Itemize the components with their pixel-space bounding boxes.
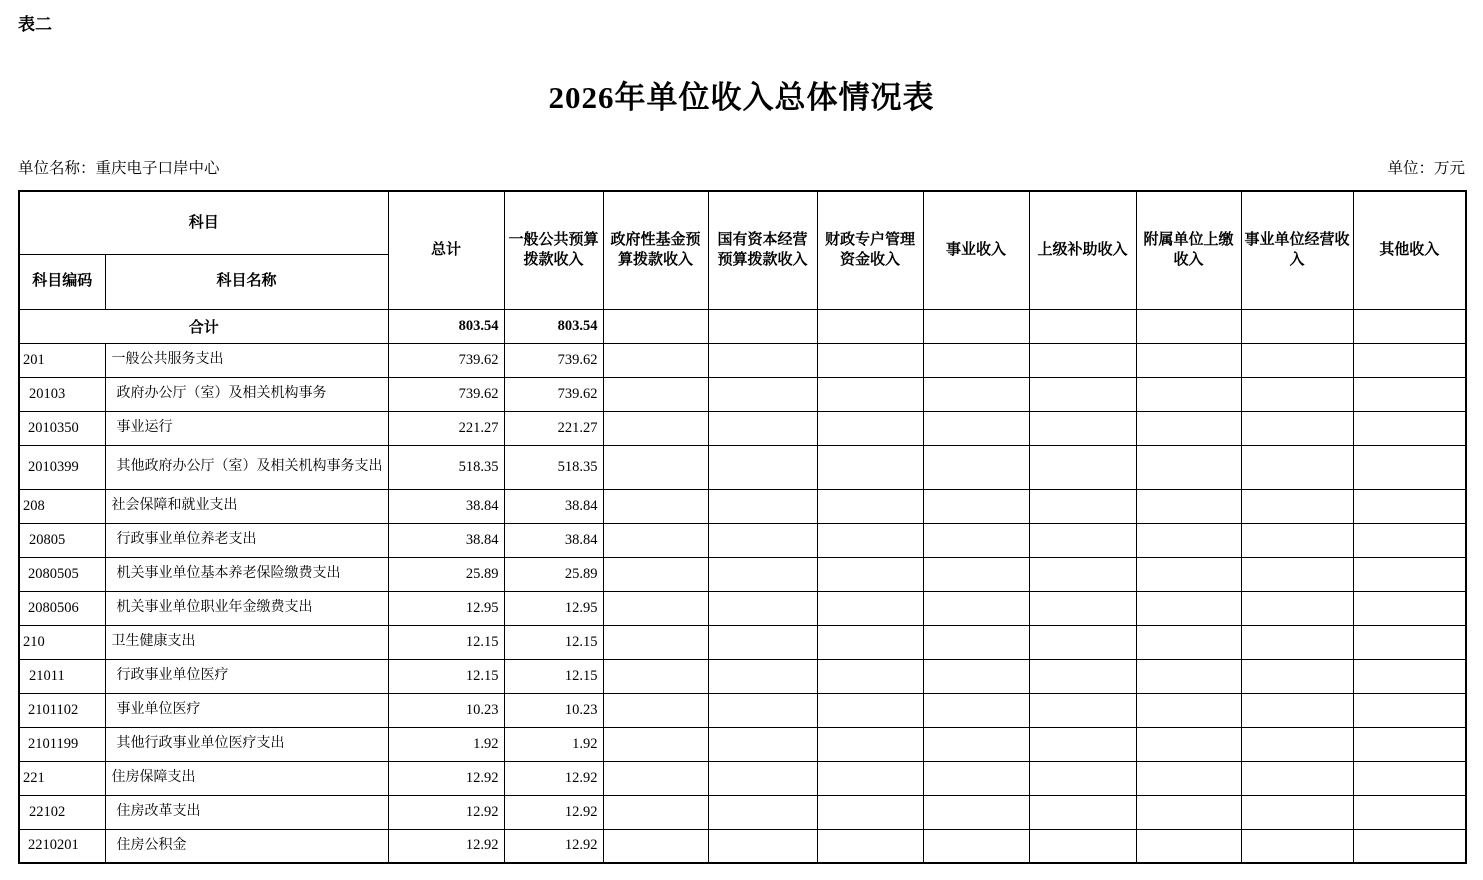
table-row	[19, 343, 1466, 377]
empty-cell	[708, 761, 817, 795]
empty-cell	[1353, 411, 1466, 445]
empty-cell	[1353, 625, 1466, 659]
empty-cell	[923, 659, 1029, 693]
empty-cell	[1353, 377, 1466, 411]
empty-cell	[603, 761, 708, 795]
empty-cell	[1241, 693, 1353, 727]
column-header-fiscal-special-account: 财政专户管理资金收入	[817, 191, 923, 309]
value-cell: 12.15	[504, 625, 603, 659]
empty-cell	[1136, 411, 1241, 445]
empty-cell	[1241, 411, 1353, 445]
empty-cell	[1241, 829, 1353, 863]
value-cell: 12.15	[388, 625, 504, 659]
unit-name: 单位名称：重庆电子口岸中心	[18, 160, 220, 177]
value-cell: 38.84	[504, 523, 603, 557]
unit-of-measure: 单位：万元	[1387, 160, 1465, 177]
empty-cell	[708, 727, 817, 761]
empty-cell	[1136, 625, 1241, 659]
empty-cell	[923, 829, 1029, 863]
value-cell: 12.92	[388, 795, 504, 829]
empty-cell	[603, 591, 708, 625]
empty-cell	[1136, 377, 1241, 411]
empty-cell	[923, 445, 1029, 489]
empty-cell	[923, 727, 1029, 761]
subject-name-cell: 其他行政事业单位医疗支出	[105, 727, 388, 761]
empty-cell	[1029, 795, 1136, 829]
table-row	[19, 445, 1466, 489]
empty-cell	[1241, 343, 1353, 377]
empty-cell	[708, 829, 817, 863]
empty-cell	[817, 445, 923, 489]
empty-cell	[923, 625, 1029, 659]
total-row-label: 合计	[19, 309, 388, 343]
subject-name-cell: 住房公积金	[105, 829, 388, 863]
empty-cell	[817, 343, 923, 377]
subject-name-cell: 卫生健康支出	[105, 625, 388, 659]
value-cell: 38.84	[388, 523, 504, 557]
subject-code-cell: 2010399	[19, 445, 105, 489]
empty-cell	[817, 591, 923, 625]
empty-cell	[1241, 761, 1353, 795]
value-cell: 12.92	[388, 761, 504, 795]
subject-name-cell: 住房保障支出	[105, 761, 388, 795]
empty-cell	[1353, 795, 1466, 829]
table-row	[19, 761, 1466, 795]
empty-cell	[923, 557, 1029, 591]
subject-name-cell: 住房改革支出	[105, 795, 388, 829]
empty-cell	[1353, 727, 1466, 761]
subject-name-cell: 社会保障和就业支出	[105, 489, 388, 523]
column-header-subject-code: 科目编码	[19, 254, 105, 309]
empty-cell	[603, 625, 708, 659]
subject-code-cell: 208	[19, 489, 105, 523]
empty-cell	[603, 557, 708, 591]
empty-cell	[923, 795, 1029, 829]
table-row	[19, 659, 1466, 693]
empty-cell	[603, 795, 708, 829]
empty-cell	[1136, 523, 1241, 557]
subject-code-cell: 20805	[19, 523, 105, 557]
subject-name-cell: 事业运行	[105, 411, 388, 445]
table-row	[19, 591, 1466, 625]
value-cell: 12.92	[504, 761, 603, 795]
empty-cell	[1029, 727, 1136, 761]
subject-code-cell: 201	[19, 343, 105, 377]
empty-cell	[708, 557, 817, 591]
value-cell: 739.62	[504, 343, 603, 377]
table-row	[19, 625, 1466, 659]
empty-cell	[1353, 829, 1466, 863]
empty-cell	[1136, 591, 1241, 625]
empty-cell	[1029, 377, 1136, 411]
empty-cell	[1241, 625, 1353, 659]
empty-cell	[1241, 795, 1353, 829]
value-cell: 12.92	[388, 829, 504, 863]
value-cell: 12.95	[504, 591, 603, 625]
empty-cell	[817, 727, 923, 761]
column-header-subject-name: 科目名称	[105, 254, 388, 309]
empty-cell	[1136, 489, 1241, 523]
empty-cell	[603, 489, 708, 523]
subject-code-cell: 2101199	[19, 727, 105, 761]
empty-cell	[1029, 445, 1136, 489]
column-header-affiliated-unit-payment: 附属单位上缴收入	[1136, 191, 1241, 309]
empty-cell	[1136, 557, 1241, 591]
meta-row	[18, 156, 1465, 178]
empty-cell	[817, 309, 923, 343]
subject-code-cell: 2080506	[19, 591, 105, 625]
column-header-general-public-budget: 一般公共预算拨款收入	[504, 191, 603, 309]
empty-cell	[1353, 693, 1466, 727]
subject-name-cell: 行政事业单位养老支出	[105, 523, 388, 557]
subject-name-cell: 行政事业单位医疗	[105, 659, 388, 693]
page-title: 2026年单位收入总体情况表	[548, 80, 935, 115]
empty-cell	[1029, 489, 1136, 523]
empty-cell	[923, 761, 1029, 795]
empty-cell	[708, 795, 817, 829]
empty-cell	[603, 309, 708, 343]
empty-cell	[817, 659, 923, 693]
empty-cell	[603, 343, 708, 377]
value-cell: 25.89	[388, 557, 504, 591]
empty-cell	[923, 693, 1029, 727]
value-cell: 518.35	[388, 445, 504, 489]
empty-cell	[708, 377, 817, 411]
empty-cell	[1353, 659, 1466, 693]
subject-code-cell: 2210201	[19, 829, 105, 863]
empty-cell	[1136, 693, 1241, 727]
column-header-state-capital-budget: 国有资本经营预算拨款收入	[708, 191, 817, 309]
subject-name-cell: 机关事业单位基本养老保险缴费支出	[105, 557, 388, 591]
subject-name-cell: 政府办公厅（室）及相关机构事务	[105, 377, 388, 411]
table-row	[19, 693, 1466, 727]
column-header-subject: 科目	[19, 191, 388, 254]
empty-cell	[708, 591, 817, 625]
empty-cell	[1029, 343, 1136, 377]
subject-code-cell: 2101102	[19, 693, 105, 727]
empty-cell	[1136, 309, 1241, 343]
empty-cell	[603, 693, 708, 727]
empty-cell	[817, 411, 923, 445]
empty-cell	[1241, 445, 1353, 489]
value-cell: 12.92	[504, 829, 603, 863]
empty-cell	[817, 523, 923, 557]
value-cell: 739.62	[388, 377, 504, 411]
empty-cell	[708, 411, 817, 445]
empty-cell	[1353, 557, 1466, 591]
empty-cell	[1029, 829, 1136, 863]
column-header-government-fund-budget: 政府性基金预算拨款收入	[603, 191, 708, 309]
empty-cell	[1029, 625, 1136, 659]
table-row	[19, 829, 1466, 863]
table-row	[19, 727, 1466, 761]
subject-code-cell: 20103	[19, 377, 105, 411]
empty-cell	[1353, 445, 1466, 489]
empty-cell	[1029, 761, 1136, 795]
value-cell: 1.92	[504, 727, 603, 761]
subject-name-cell: 其他政府办公厅（室）及相关机构事务支出	[105, 445, 388, 489]
subject-name-cell: 一般公共服务支出	[105, 343, 388, 377]
value-cell: 10.23	[388, 693, 504, 727]
empty-cell	[603, 727, 708, 761]
table-row	[19, 489, 1466, 523]
column-header-business-operation-income: 事业单位经营收入	[1241, 191, 1353, 309]
empty-cell	[1136, 727, 1241, 761]
subject-code-cell: 210	[19, 625, 105, 659]
value-cell: 12.95	[388, 591, 504, 625]
empty-cell	[1353, 343, 1466, 377]
empty-cell	[603, 377, 708, 411]
value-cell: 518.35	[504, 445, 603, 489]
empty-cell	[708, 309, 817, 343]
value-cell: 803.54	[388, 309, 504, 343]
empty-cell	[708, 693, 817, 727]
value-cell: 739.62	[504, 377, 603, 411]
empty-cell	[1136, 829, 1241, 863]
empty-cell	[1136, 659, 1241, 693]
empty-cell	[1241, 377, 1353, 411]
income-summary-table	[18, 190, 1467, 864]
empty-cell	[708, 489, 817, 523]
column-header-other-income: 其他收入	[1353, 191, 1466, 309]
empty-cell	[1241, 489, 1353, 523]
value-cell: 221.27	[504, 411, 603, 445]
empty-cell	[1353, 761, 1466, 795]
subject-code-cell: 21011	[19, 659, 105, 693]
value-cell: 1.92	[388, 727, 504, 761]
empty-cell	[1029, 557, 1136, 591]
value-cell: 10.23	[504, 693, 603, 727]
table-tag: 表二	[18, 15, 52, 34]
empty-cell	[708, 625, 817, 659]
empty-cell	[923, 523, 1029, 557]
empty-cell	[603, 445, 708, 489]
empty-cell	[1353, 309, 1466, 343]
value-cell: 25.89	[504, 557, 603, 591]
empty-cell	[1136, 795, 1241, 829]
empty-cell	[923, 411, 1029, 445]
table-row	[19, 795, 1466, 829]
column-header-total: 总计	[388, 191, 504, 309]
empty-cell	[817, 693, 923, 727]
empty-cell	[817, 625, 923, 659]
empty-cell	[817, 761, 923, 795]
empty-cell	[603, 659, 708, 693]
empty-cell	[708, 445, 817, 489]
empty-cell	[1241, 523, 1353, 557]
empty-cell	[603, 523, 708, 557]
empty-cell	[817, 489, 923, 523]
subject-name-cell: 事业单位医疗	[105, 693, 388, 727]
empty-cell	[923, 343, 1029, 377]
empty-cell	[1029, 523, 1136, 557]
table-row	[19, 557, 1466, 591]
empty-cell	[708, 523, 817, 557]
empty-cell	[1029, 309, 1136, 343]
subject-code-cell: 221	[19, 761, 105, 795]
table-row	[19, 377, 1466, 411]
empty-cell	[1353, 591, 1466, 625]
empty-cell	[1029, 693, 1136, 727]
empty-cell	[1029, 659, 1136, 693]
empty-cell	[923, 377, 1029, 411]
empty-cell	[1136, 761, 1241, 795]
subject-code-cell: 2080505	[19, 557, 105, 591]
empty-cell	[817, 377, 923, 411]
empty-cell	[603, 829, 708, 863]
empty-cell	[1353, 523, 1466, 557]
total-row	[19, 309, 1466, 343]
subject-code-cell: 22102	[19, 795, 105, 829]
empty-cell	[1241, 309, 1353, 343]
value-cell: 803.54	[504, 309, 603, 343]
empty-cell	[1136, 343, 1241, 377]
table-row	[19, 411, 1466, 445]
empty-cell	[708, 343, 817, 377]
empty-cell	[923, 591, 1029, 625]
empty-cell	[603, 411, 708, 445]
empty-cell	[1029, 411, 1136, 445]
empty-cell	[817, 795, 923, 829]
empty-cell	[1241, 591, 1353, 625]
empty-cell	[1241, 557, 1353, 591]
value-cell: 221.27	[388, 411, 504, 445]
empty-cell	[817, 829, 923, 863]
table-row	[19, 523, 1466, 557]
empty-cell	[1241, 727, 1353, 761]
empty-cell	[817, 557, 923, 591]
column-header-superior-subsidy: 上级补助收入	[1029, 191, 1136, 309]
empty-cell	[1241, 659, 1353, 693]
empty-cell	[1136, 445, 1241, 489]
value-cell: 38.84	[388, 489, 504, 523]
subject-name-cell: 机关事业单位职业年金缴费支出	[105, 591, 388, 625]
value-cell: 12.15	[388, 659, 504, 693]
empty-cell	[923, 309, 1029, 343]
column-header-business-income: 事业收入	[923, 191, 1029, 309]
value-cell: 12.92	[504, 795, 603, 829]
value-cell: 739.62	[388, 343, 504, 377]
value-cell: 38.84	[504, 489, 603, 523]
value-cell: 12.15	[504, 659, 603, 693]
empty-cell	[1353, 489, 1466, 523]
empty-cell	[923, 489, 1029, 523]
empty-cell	[1029, 591, 1136, 625]
header-row-top	[19, 191, 1466, 254]
subject-code-cell: 2010350	[19, 411, 105, 445]
empty-cell	[708, 659, 817, 693]
